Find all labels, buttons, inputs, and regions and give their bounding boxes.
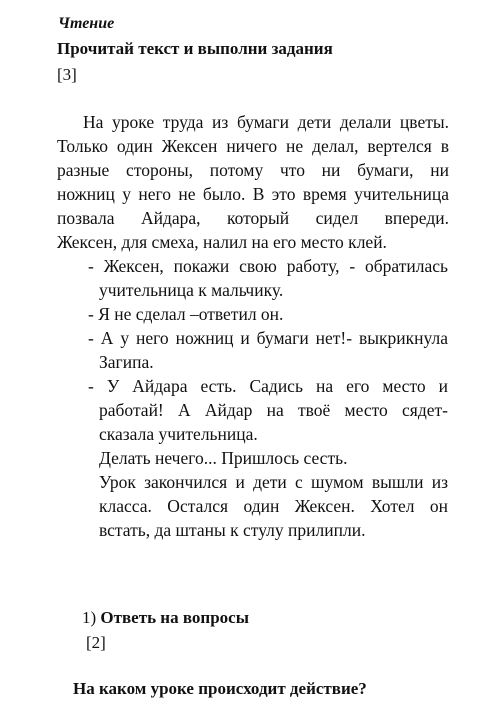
dialog-line: встать, да штаны к стулу прилипли. [99, 520, 366, 540]
dialog-line: сказала учительница. [99, 424, 258, 444]
task-heading [82, 607, 249, 629]
story-line: Только один Жексен ничего не делал, вертелся в [57, 136, 449, 156]
dialog-line: учительница к мальчику. [99, 280, 284, 300]
task-title: Ответь на вопросы [100, 608, 249, 627]
task-number: 1) [82, 608, 97, 627]
dialog-line: - Я не сделал –ответил он. [88, 304, 284, 324]
story-line: На уроке труда из бумаги дети делали цветы. [83, 112, 449, 132]
story-line: ножниц у него не было. В это время учительница [57, 184, 449, 204]
dialog-line: - Жексен, покажи свою работу, - обратилась [88, 256, 448, 276]
story-line: позвала Айдара, который сидел впереди. [57, 208, 449, 228]
dialog-line: Загипа. [99, 352, 154, 372]
dialog-line: - А у него ножниц и бумаги нет!- выкрикнула [88, 328, 448, 348]
question-text: На каком уроке происходит действие? [73, 679, 367, 698]
section-label: Чтение [58, 15, 115, 32]
dialog-line: Урок закончился и дети с шумом вышли из [99, 472, 448, 492]
dialog-line: работай! А Айдар на твоё место сядет- [99, 400, 448, 420]
story-line: Жексен, для смеха, налил на его место клей. [57, 232, 387, 252]
task-instruction: Прочитай текст и выполни задания [57, 39, 333, 58]
dialog-line: - У Айдара есть. Садись на его место и [88, 376, 448, 396]
points-label: [3] [57, 65, 77, 84]
story-line: разные стороны, потому что ни бумаги, ни [57, 160, 449, 180]
story-dialog [88, 254, 448, 542]
task-points: [2] [86, 633, 106, 652]
dialog-line: класса. Остался один Жексен. Хотел он [99, 496, 448, 516]
dialog-line: Делать нечего... Пришлось сесть. [99, 448, 348, 468]
story-paragraph [57, 110, 449, 254]
